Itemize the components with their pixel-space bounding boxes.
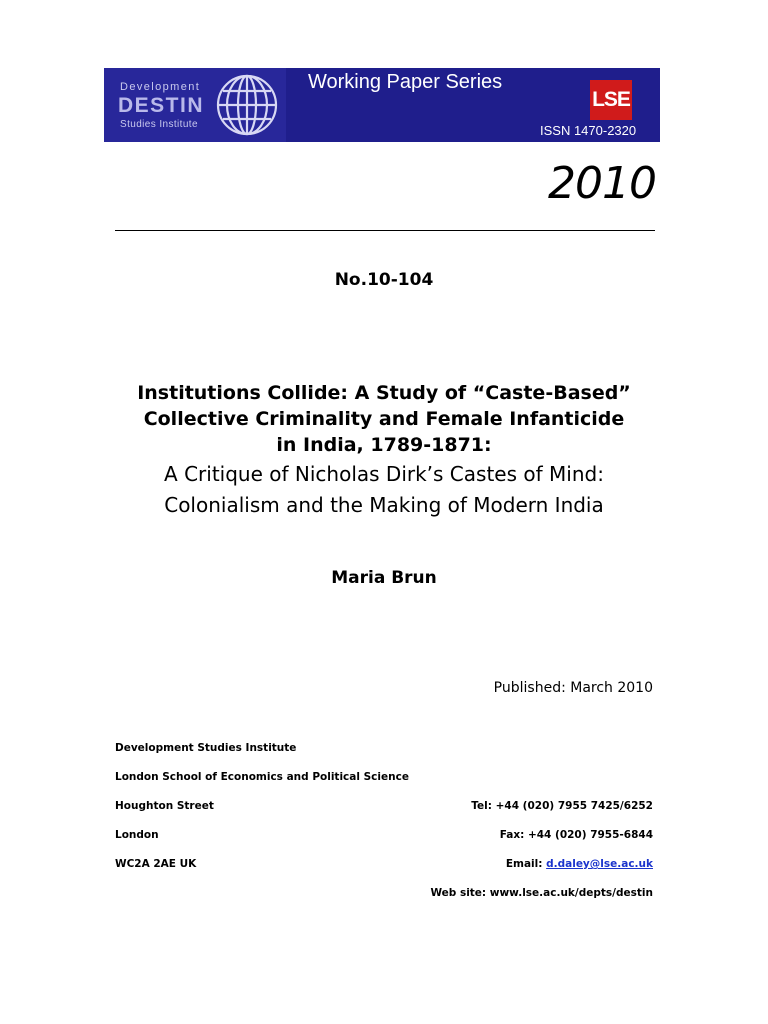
series-title: Working Paper Series — [308, 71, 503, 93]
subtitle-line: Colonialism and the Making of Modern India — [164, 493, 604, 517]
destin-logo — [104, 68, 286, 142]
title-line: in India, 1789-1871: — [276, 434, 492, 456]
address-line: WC2A 2AE UK — [115, 858, 197, 870]
divider — [115, 230, 655, 231]
address-line: London — [115, 829, 159, 841]
series-banner — [104, 68, 660, 142]
title-line: Institutions Collide: A Study of “Caste-Based” — [137, 382, 631, 404]
logo-top-text: Development — [120, 81, 201, 93]
address-line: Development Studies Institute — [115, 742, 297, 754]
address-line: Houghton Street — [115, 800, 214, 812]
author: Maria Brun — [331, 568, 437, 588]
publication-year: 2010 — [548, 158, 656, 209]
email-line — [506, 858, 653, 870]
website: Web site: www.lse.ac.uk/depts/destin — [430, 887, 653, 899]
title-line: Collective Criminality and Female Infanticide — [143, 408, 625, 430]
fax: Fax: +44 (020) 7955-6844 — [499, 829, 653, 841]
paper-subtitle — [0, 459, 768, 521]
email-label: Email: — [505, 858, 547, 870]
published-date: Published: March 2010 — [493, 680, 653, 696]
telephone: Tel: +44 (020) 7955 7425/6252 — [471, 800, 653, 812]
subtitle-line: A Critique of Nicholas Dirk’s Castes of Mind: — [164, 462, 604, 486]
lse-logo: LSE — [590, 80, 632, 120]
address-line: London School of Economics and Political Science — [115, 771, 409, 783]
email-link[interactable]: d.daley@lse.ac.uk — [546, 858, 653, 870]
globe-icon — [214, 72, 280, 138]
paper-title — [0, 380, 768, 458]
logo-main-text: DESTIN — [118, 94, 205, 117]
logo-bottom-text: Studies Institute — [120, 119, 198, 130]
paper-number: No.10-104 — [334, 270, 434, 290]
issn: ISSN 1470-2320 — [540, 123, 637, 138]
